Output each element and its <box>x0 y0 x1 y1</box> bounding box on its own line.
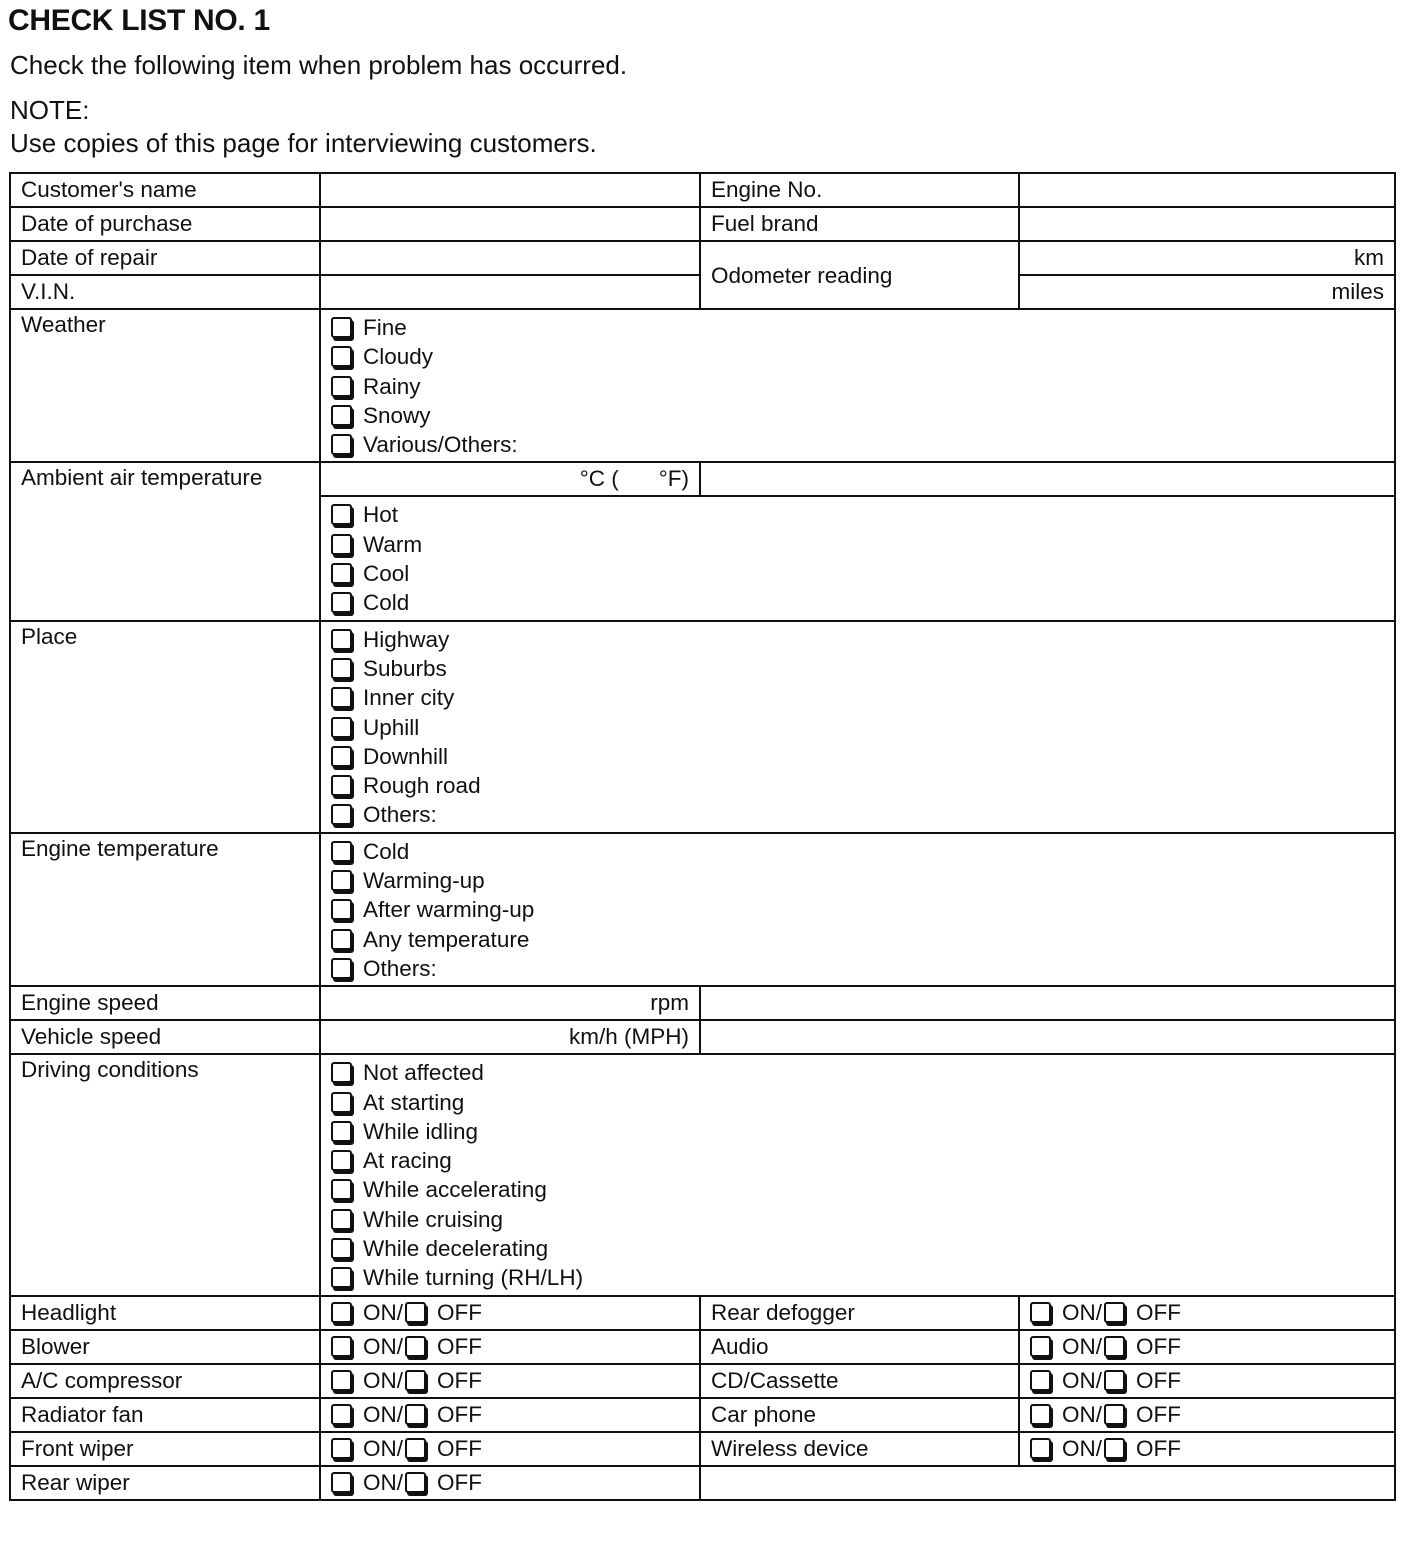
vehicle-speed-notes[interactable] <box>700 1020 1395 1054</box>
customers-name-field[interactable] <box>320 173 700 207</box>
on-label: ON/ <box>1062 1401 1103 1427</box>
off-label: OFF <box>1136 1367 1182 1393</box>
unit-km: km <box>1354 245 1384 270</box>
a-c-compressor-on-checkbox[interactable] <box>331 1370 352 1391</box>
row-engine-temp <box>10 833 1395 986</box>
checkbox-icon[interactable] <box>331 1062 352 1083</box>
odometer-km-field[interactable] <box>1019 241 1395 275</box>
on-label: ON/ <box>363 1469 404 1495</box>
off-label: OFF <box>1136 1401 1182 1427</box>
switch-row <box>10 1330 1395 1364</box>
checkbox-icon[interactable] <box>331 899 352 920</box>
cd-cassette-off-checkbox[interactable] <box>1104 1370 1125 1391</box>
audio-on-checkbox[interactable] <box>1030 1336 1051 1357</box>
driving-conditions-label: Driving conditions <box>10 1054 320 1295</box>
row-purchase <box>10 207 1395 241</box>
front-wiper-label: Front wiper <box>10 1432 320 1466</box>
audio-label: Audio <box>700 1330 1019 1364</box>
cd-cassette-onoff <box>1019 1364 1395 1398</box>
option-while-turning-rh-lh[interactable] <box>331 1263 1384 1292</box>
date-of-purchase-field[interactable] <box>320 207 700 241</box>
audio-off-checkbox[interactable] <box>1104 1336 1125 1357</box>
on-label: ON/ <box>1062 1299 1103 1325</box>
note-label: NOTE: <box>10 95 90 125</box>
on-label: ON/ <box>363 1299 404 1325</box>
option-while-accelerating[interactable] <box>331 1175 1384 1204</box>
cd-cassette-on-checkbox[interactable] <box>1030 1370 1051 1391</box>
empty-cell <box>700 1466 1395 1500</box>
off-label: OFF <box>1136 1435 1182 1461</box>
off-label: OFF <box>1136 1299 1182 1325</box>
on-label: ON/ <box>363 1333 404 1359</box>
engine-no-label: Engine No. <box>700 173 1019 207</box>
option-label: At racing <box>363 1148 452 1174</box>
option-others[interactable] <box>331 954 1384 983</box>
switch-rows <box>10 1296 1395 1500</box>
headlight-off-checkbox[interactable] <box>405 1302 426 1323</box>
option-label: Rainy <box>363 373 421 399</box>
option-cool[interactable] <box>331 559 1384 588</box>
place-label: Place <box>10 621 320 833</box>
on-label: ON/ <box>1062 1367 1103 1393</box>
engine-no-field[interactable] <box>1019 173 1395 207</box>
off-label: OFF <box>437 1401 483 1427</box>
check-list-table <box>9 172 1396 1501</box>
option-fine[interactable] <box>331 313 1384 342</box>
option-after-warming-up[interactable] <box>331 895 1384 924</box>
engine-speed-field[interactable] <box>320 986 700 1020</box>
weather-options <box>320 309 1395 462</box>
option-label: Uphill <box>363 714 420 740</box>
row-driving <box>10 1054 1395 1295</box>
front-wiper-on-checkbox[interactable] <box>331 1438 352 1459</box>
radiator-fan-off-checkbox[interactable] <box>405 1404 426 1425</box>
option-label: Warming-up <box>363 868 485 894</box>
checkbox-icon[interactable] <box>331 775 352 796</box>
headlight-label: Headlight <box>10 1296 320 1330</box>
on-label: ON/ <box>363 1401 404 1427</box>
option-while-idling[interactable] <box>331 1117 1384 1146</box>
option-label: Snowy <box>363 402 431 428</box>
rear-wiper-onoff <box>320 1466 700 1500</box>
rear-wiper-label: Rear wiper <box>10 1466 320 1500</box>
option-label: While cruising <box>363 1206 504 1232</box>
option-warm[interactable] <box>331 530 1384 559</box>
checkbox-icon[interactable] <box>331 687 352 708</box>
ambient-temp-notes[interactable] <box>700 462 1395 496</box>
option-label: Inner city <box>363 685 455 711</box>
option-label: Not affected <box>363 1060 484 1086</box>
odometer-reading-label: Odometer reading <box>700 241 1019 309</box>
rear-wiper-off-checkbox[interactable] <box>405 1472 426 1493</box>
unit-kmh: km/h (MPH) <box>569 1024 689 1050</box>
option-others[interactable] <box>331 800 1384 829</box>
front-wiper-off-checkbox[interactable] <box>405 1438 426 1459</box>
off-label: OFF <box>437 1469 483 1495</box>
ambient-temp-field[interactable] <box>320 462 700 496</box>
option-label: While decelerating <box>363 1236 549 1262</box>
option-label: Cloudy <box>363 344 434 370</box>
checkbox-icon[interactable] <box>331 1267 352 1288</box>
audio-onoff <box>1019 1330 1395 1364</box>
checkbox-icon[interactable] <box>331 658 352 679</box>
checkbox-icon[interactable] <box>331 1121 352 1142</box>
note-text: Use copies of this page for interviewing customers. <box>10 128 597 158</box>
on-label: ON/ <box>1062 1435 1103 1461</box>
option-label: While turning (RH/LH) <box>363 1265 584 1291</box>
option-downhill[interactable] <box>331 742 1384 771</box>
option-uphill[interactable] <box>331 713 1384 742</box>
headlight-onoff <box>320 1296 700 1330</box>
rear-defogger-onoff <box>1019 1296 1395 1330</box>
option-label: Various/Others: <box>363 432 518 458</box>
row-engine-speed <box>10 986 1395 1020</box>
option-hot[interactable] <box>331 500 1384 529</box>
checkbox-icon[interactable] <box>331 504 352 525</box>
option-label: Downhill <box>363 743 449 769</box>
option-label: While idling <box>363 1118 479 1144</box>
engine-temp-options <box>320 833 1395 986</box>
vin-field[interactable] <box>320 275 700 309</box>
row-customer <box>10 173 1395 207</box>
option-cold[interactable] <box>331 837 1384 866</box>
checkbox-icon[interactable] <box>331 563 352 584</box>
row-repair <box>10 241 1395 275</box>
off-label: OFF <box>1136 1333 1182 1359</box>
ambient-options <box>320 496 1395 620</box>
rear-defogger-on-checkbox[interactable] <box>1030 1302 1051 1323</box>
on-label: ON/ <box>363 1435 404 1461</box>
option-label: Any temperature <box>363 926 530 952</box>
wireless-device-onoff <box>1019 1432 1395 1466</box>
option-while-cruising[interactable] <box>331 1205 1384 1234</box>
place-options <box>320 621 1395 833</box>
option-suburbs[interactable] <box>331 654 1384 683</box>
car-phone-onoff <box>1019 1398 1395 1432</box>
engine-temp-label: Engine temperature <box>10 833 320 986</box>
customers-name-label: Customer's name <box>10 173 320 207</box>
rear-defogger-label: Rear defogger <box>700 1296 1019 1330</box>
checkbox-icon[interactable] <box>331 958 352 979</box>
a-c-compressor-label: A/C compressor <box>10 1364 320 1398</box>
odometer-miles-field[interactable] <box>1019 275 1395 309</box>
switch-row <box>10 1432 1395 1466</box>
instruction-text: Check the following item when problem has occurred. <box>10 50 628 80</box>
option-label: At starting <box>363 1089 465 1115</box>
ambient-temp-label: Ambient air temperature <box>10 462 320 620</box>
checkbox-icon[interactable] <box>331 405 352 426</box>
engine-speed-label: Engine speed <box>10 986 320 1020</box>
checkbox-icon[interactable] <box>331 746 352 767</box>
option-label: Cold <box>363 590 410 616</box>
checkbox-icon[interactable] <box>331 1179 352 1200</box>
vehicle-speed-field[interactable] <box>320 1020 700 1054</box>
checkbox-icon[interactable] <box>331 1092 352 1113</box>
date-of-repair-label: Date of repair <box>10 241 320 275</box>
off-label: OFF <box>437 1299 483 1325</box>
option-label: Fine <box>363 315 407 340</box>
option-label: Highway <box>363 626 450 652</box>
switch-row <box>10 1398 1395 1432</box>
row-ambient-temp <box>10 462 1395 496</box>
headlight-on-checkbox[interactable] <box>331 1302 352 1323</box>
engine-speed-notes[interactable] <box>700 986 1395 1020</box>
checkbox-icon[interactable] <box>331 841 352 862</box>
blower-onoff <box>320 1330 700 1364</box>
option-label: Cool <box>363 561 410 587</box>
option-snowy[interactable] <box>331 401 1384 430</box>
checkbox-icon[interactable] <box>331 346 352 367</box>
vehicle-speed-label: Vehicle speed <box>10 1020 320 1054</box>
rear-wiper-on-checkbox[interactable] <box>331 1472 352 1493</box>
wireless-device-on-checkbox[interactable] <box>1030 1438 1051 1459</box>
row-place <box>10 621 1395 833</box>
cd-cassette-label: CD/Cassette <box>700 1364 1019 1398</box>
option-at-starting[interactable] <box>331 1088 1384 1117</box>
page-title: CHECK LIST NO. 1 <box>8 4 270 37</box>
checkbox-icon[interactable] <box>331 929 352 950</box>
rear-defogger-off-checkbox[interactable] <box>1104 1302 1125 1323</box>
weather-label: Weather <box>10 309 320 462</box>
checkbox-icon[interactable] <box>331 804 352 825</box>
radiator-fan-label: Radiator fan <box>10 1398 320 1432</box>
off-label: OFF <box>437 1435 483 1461</box>
option-cold[interactable] <box>331 588 1384 617</box>
a-c-compressor-onoff <box>320 1364 700 1398</box>
option-highway[interactable] <box>331 625 1384 654</box>
option-label: Rough road <box>363 773 481 799</box>
vin-label: V.I.N. <box>10 275 320 309</box>
option-not-affected[interactable] <box>331 1058 1384 1087</box>
fuel-brand-field[interactable] <box>1019 207 1395 241</box>
checkbox-icon[interactable] <box>331 1209 352 1230</box>
option-inner-city[interactable] <box>331 683 1384 712</box>
checkbox-icon[interactable] <box>331 376 352 397</box>
switch-row <box>10 1296 1395 1330</box>
option-label: After warming-up <box>363 897 535 923</box>
radiator-fan-on-checkbox[interactable] <box>331 1404 352 1425</box>
car-phone-on-checkbox[interactable] <box>1030 1404 1051 1425</box>
checkbox-icon[interactable] <box>331 717 352 738</box>
row-weather <box>10 309 1395 462</box>
off-label: OFF <box>437 1333 483 1359</box>
blower-off-checkbox[interactable] <box>405 1336 426 1357</box>
option-label: Others: <box>363 802 437 828</box>
option-label: Hot <box>363 502 399 528</box>
switch-row <box>10 1364 1395 1398</box>
checkbox-icon[interactable] <box>331 1238 352 1259</box>
checkbox-icon[interactable] <box>331 534 352 555</box>
option-various-others[interactable] <box>331 430 1384 459</box>
front-wiper-onoff <box>320 1432 700 1466</box>
car-phone-label: Car phone <box>700 1398 1019 1432</box>
checkbox-icon[interactable] <box>331 1150 352 1171</box>
car-phone-off-checkbox[interactable] <box>1104 1404 1125 1425</box>
option-label: Suburbs <box>363 655 447 681</box>
off-label: OFF <box>437 1367 483 1393</box>
unit-celsius: °C ( <box>579 466 619 492</box>
fuel-brand-label: Fuel brand <box>700 207 1019 241</box>
row-vehicle-speed <box>10 1020 1395 1054</box>
on-label: ON/ <box>1062 1333 1103 1359</box>
option-while-decelerating[interactable] <box>331 1234 1384 1263</box>
unit-fahrenheit: °F) <box>658 466 689 492</box>
blower-label: Blower <box>10 1330 320 1364</box>
switch-row <box>10 1466 1395 1500</box>
option-label: While accelerating <box>363 1177 547 1203</box>
option-warming-up[interactable] <box>331 866 1384 895</box>
radiator-fan-onoff <box>320 1398 700 1432</box>
blower-on-checkbox[interactable] <box>331 1336 352 1357</box>
option-cloudy[interactable] <box>331 342 1384 371</box>
option-rainy[interactable] <box>331 372 1384 401</box>
unit-rpm: rpm <box>650 990 689 1016</box>
checkbox-icon[interactable] <box>331 434 352 455</box>
option-label: Others: <box>363 955 437 981</box>
on-label: ON/ <box>363 1367 404 1393</box>
option-at-racing[interactable] <box>331 1146 1384 1175</box>
wireless-device-off-checkbox[interactable] <box>1104 1438 1125 1459</box>
option-any-temperature[interactable] <box>331 925 1384 954</box>
checkbox-icon[interactable] <box>331 629 352 650</box>
option-label: Cold <box>363 838 410 864</box>
date-of-repair-field[interactable] <box>320 241 700 275</box>
checkbox-icon[interactable] <box>331 592 352 613</box>
option-rough-road[interactable] <box>331 771 1384 800</box>
a-c-compressor-off-checkbox[interactable] <box>405 1370 426 1391</box>
wireless-device-label: Wireless device <box>700 1432 1019 1466</box>
date-of-purchase-label: Date of purchase <box>10 207 320 241</box>
checkbox-icon[interactable] <box>331 317 352 338</box>
checkbox-icon[interactable] <box>331 870 352 891</box>
option-label: Warm <box>363 531 423 557</box>
unit-miles: miles <box>1331 279 1384 304</box>
driving-options <box>320 1054 1395 1295</box>
